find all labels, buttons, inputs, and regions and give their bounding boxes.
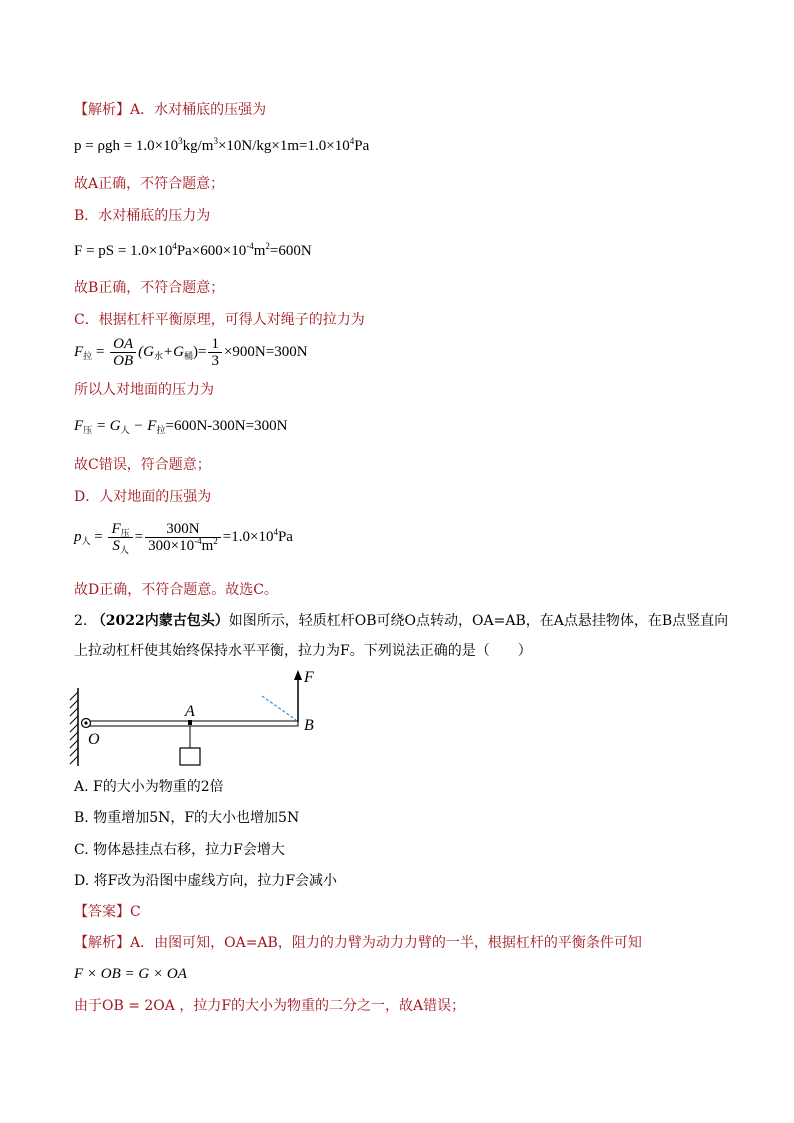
formula-part: (G (138, 344, 154, 360)
force-formula (74, 241, 312, 261)
formula-part: =600N-300N=300N (165, 418, 288, 434)
fraction-denominator: 300×10 (148, 538, 195, 555)
exponent: 4 (172, 241, 177, 251)
normal-force-formula (74, 416, 287, 436)
fraction-denominator: S (112, 538, 120, 555)
fraction-denominator: 3 (211, 353, 219, 370)
fraction-numerator: 300N (145, 521, 221, 538)
label-f: F (304, 669, 314, 686)
subscript: 压 (120, 528, 130, 539)
formula-part: F (74, 344, 84, 360)
subscript: 压 (83, 425, 93, 435)
subscript: 人 (120, 425, 130, 435)
option-d-text: D．人对地面的压强为 (74, 489, 212, 505)
tension-formula: $F_拉$ = $\frac{OA}{OB}$ $(G_水+G_桶)=$ $\frac{1}{3}$ ×900N=300N (74, 336, 308, 370)
option-b: B. 物重增加5N，F的大小也增加5N (74, 810, 300, 826)
numeric-fraction (145, 521, 221, 554)
analysis-text: A．由图可知，OA=AB，阻力的力臂为动力力臂的一半，根据杠杆的平衡条件可知 (130, 935, 642, 951)
exponent: 3 (213, 136, 218, 146)
subscript: 人 (119, 545, 129, 556)
option-b-text: B．水对桶底的压力为 (74, 208, 211, 224)
exponent: 2 (265, 241, 270, 251)
c-conclusion: 故C错误，符合题意； (74, 457, 211, 473)
option-c-text: C．根据杠杆平衡原理，可得人对绳子的拉力为 (74, 312, 365, 328)
fraction-numerator: OA (113, 336, 134, 353)
formula-part: m (253, 243, 266, 259)
a-conclusion: 故A正确，不符合题意； (74, 176, 225, 192)
formula-part: Pa (354, 138, 370, 154)
formula-part: m (201, 538, 214, 555)
question-source: （2022内蒙古包头） (91, 613, 229, 629)
formula-part: p = ρgh = 1.0×10 (74, 138, 179, 154)
b-conclusion: 故B正确，不符合题意； (74, 280, 225, 296)
label-a: A (185, 703, 195, 720)
option-d: D. 将F改为沿图中虚线方向，拉力F会减小 (74, 873, 338, 889)
ratio-fraction (110, 336, 136, 369)
formula-part: F (74, 418, 84, 434)
force-arrowhead (294, 670, 302, 680)
option-a-text: A．水对桶底的压强为 (130, 102, 267, 118)
d-conclusion: 故D正确，不符合题意。故选C。 (74, 582, 278, 598)
question-2-stem-line1 (74, 611, 728, 631)
dashed-direction-line (262, 696, 296, 720)
analysis-2-line2: 由于OB = 2OA ，拉力F的大小为物重的二分之一，故A错误； (74, 998, 466, 1014)
analysis-a-heading (74, 100, 266, 120)
subscript: 拉 (83, 351, 93, 361)
exponent: 3 (178, 136, 183, 146)
subscript: 水 (153, 351, 163, 361)
answer: 【答案】C (74, 904, 141, 920)
label-o: O (88, 731, 100, 748)
point-a-marker (188, 720, 192, 725)
formula-part: ×10N/kg×1m=1.0×10 (217, 138, 350, 154)
subscript: 桶 (183, 351, 193, 361)
formula-part: Pa×600×10 (176, 243, 247, 259)
label-b: B (304, 717, 314, 734)
formula-part: =1.0×10 (222, 529, 274, 545)
formula-part: kg/m (182, 138, 214, 154)
subscript: 人 (81, 536, 91, 546)
exponent: 4 (273, 527, 278, 537)
wall-hatching (70, 692, 78, 764)
question-2-stem-line2: 上拉动杠杆使其始终保持水平平衡，拉力为F。下列说法正确的是（ ） (74, 643, 532, 659)
fraction-denominator: OB (113, 353, 134, 370)
question-stem: 如图所示，轻质杠杆OB可绕O点转动，OA=AB，在A点悬挂物体，在B点竖直向 (228, 613, 729, 629)
analysis-tag: 【解析】 (74, 935, 130, 951)
formula-part: +G (163, 344, 184, 360)
formula-part: )= (192, 344, 207, 360)
analysis-tag: 【解析】 (74, 102, 130, 118)
fraction-numerator: 1 (208, 336, 222, 353)
c-text-2: 所以人对地面的压力为 (74, 382, 214, 398)
formula-part: ×900N=300N (223, 344, 308, 360)
formula-part: Pa (277, 529, 293, 545)
exponent: 2 (213, 536, 218, 547)
formula-part: = G (92, 418, 121, 434)
formula-part: p (74, 529, 82, 545)
exponent: -4 (246, 241, 254, 251)
fraction-numerator: F (111, 521, 121, 538)
third-fraction (208, 336, 222, 369)
formula-part: =600N (269, 243, 312, 259)
option-c: C. 物体悬挂点右移，拉力F会增大 (74, 842, 285, 858)
hanging-weight (180, 748, 200, 765)
pressure-formula (74, 136, 369, 156)
person-pressure-formula: $p_人$ = $\frac{F_压}{S_人}$ = $\frac{300N}{300\times 10^{-4}m^2}$ $=1.0\times 10^4Pa$ (74, 521, 293, 556)
subscript: 拉 (156, 425, 166, 435)
formula-part: − F (129, 418, 157, 434)
force-area-fraction (108, 521, 132, 554)
pivot-dot (84, 721, 87, 724)
lever-diagram (66, 666, 326, 776)
formula-part: F = pS = 1.0×10 (74, 243, 173, 259)
balance-formula: F × OB = G × OA (74, 966, 187, 982)
exponent: 4 (349, 136, 355, 146)
question-number: 2. (74, 613, 88, 629)
analysis-2-line1 (74, 933, 642, 953)
option-a: A. F的大小为物重的2倍 (74, 779, 224, 795)
exponent: -4 (194, 536, 202, 547)
